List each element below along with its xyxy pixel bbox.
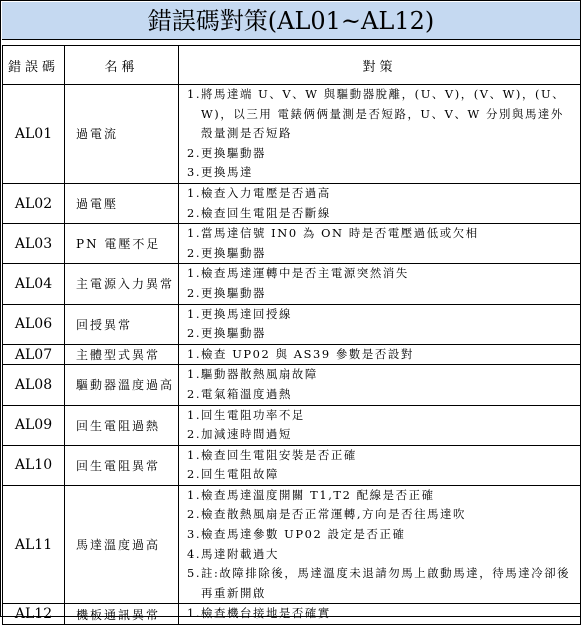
action-item-text: 電氣箱溫度過熱: [201, 386, 292, 401]
action-item-number: 1.: [187, 87, 202, 101]
action-item-text: 更換驅動器: [201, 245, 266, 260]
action-cell: [179, 85, 581, 184]
action-item-number: 4.: [187, 546, 202, 561]
action-item: [187, 204, 576, 224]
action-item: [187, 406, 576, 426]
error-name-cell: 驅動器溫度過高: [65, 365, 179, 405]
action-item-text: 加減速時間過短: [201, 427, 292, 442]
action-item: [187, 465, 576, 485]
action-item-number: 2.: [187, 205, 202, 220]
action-item-number: 2.: [187, 507, 202, 522]
action-item-text: 更換馬達: [201, 165, 253, 180]
error-name-cell: 過電流: [65, 85, 179, 184]
action-cell: [179, 365, 581, 405]
action-item-number: 1.: [187, 226, 202, 241]
action-item-text: 檢查機台接地是否確實: [201, 606, 331, 621]
action-item-number: 1.: [187, 306, 202, 321]
error-name-cell: 回授異常: [65, 304, 179, 344]
action-item-number: 1.: [187, 185, 202, 200]
error-code-table: [2, 45, 581, 625]
action-item-text: 檢查馬達運轉中是否主電源突然消失: [201, 266, 409, 281]
action-item-number: 5.: [187, 566, 202, 581]
error-code-cell: AL11: [3, 485, 65, 604]
action-item-number: 1.: [187, 407, 202, 422]
action-item-text: 當馬達信號 IN0 為 ON 時是否電壓過低或欠相: [201, 226, 479, 241]
header-row: [3, 46, 581, 85]
error-code-cell: AL02: [3, 183, 65, 223]
error-code-cell: AL06: [3, 304, 65, 344]
action-item-text: 驅動器散熱風扇故障: [201, 367, 318, 382]
action-item: [187, 365, 576, 385]
action-item: [187, 163, 576, 183]
action-item: [187, 486, 576, 506]
action-cell: [179, 183, 581, 223]
action-item-number: 1.: [187, 447, 202, 462]
table-row: [3, 224, 581, 264]
action-item-number: 2.: [187, 467, 202, 482]
table-row: [3, 344, 581, 365]
action-item: [187, 244, 576, 264]
action-item: [187, 525, 576, 545]
table-row: [3, 445, 581, 485]
table-row: [3, 485, 581, 604]
error-name-cell: 馬達溫度過高: [65, 485, 179, 604]
action-item-text: 回生電阻故障: [201, 467, 279, 482]
header-action: 對策: [179, 46, 581, 85]
action-item-text: 馬達附載過大: [201, 546, 279, 561]
error-code-cell: AL10: [3, 445, 65, 485]
action-item-text: 檢查馬達參數 UP02 設定是否正確: [201, 527, 406, 542]
action-item-number: 2.: [187, 386, 202, 401]
table-row: [3, 183, 581, 223]
header-name: 名稱: [65, 46, 179, 85]
table-row: [3, 304, 581, 344]
action-cell: [179, 485, 581, 604]
action-item-number: 1.: [187, 487, 202, 502]
action-item: [187, 545, 576, 565]
action-item: [187, 385, 576, 405]
action-item: [187, 446, 576, 466]
error-code-cell: AL08: [3, 365, 65, 405]
action-item-text: 檢查回生電阻是否斷線: [201, 205, 331, 220]
error-name-cell: 回生電阻異常: [65, 445, 179, 485]
action-item: [187, 505, 576, 525]
action-item-text: 回生電阻功率不足: [201, 407, 305, 422]
action-item-number: 2.: [187, 326, 202, 341]
action-item: [187, 224, 576, 244]
action-item-number: 2.: [187, 145, 202, 160]
action-item-number: 3.: [187, 527, 202, 542]
action-item-text: 檢查馬達溫度開關 T1,T2 配線是否正確: [201, 487, 435, 502]
error-name-cell: PN 電壓不足: [65, 224, 179, 264]
header-code: 錯誤碼: [3, 46, 65, 85]
error-code-cell: AL09: [3, 405, 65, 445]
error-name-cell: 主體型式異常: [65, 344, 179, 365]
action-item: [187, 284, 576, 304]
action-cell: [179, 224, 581, 264]
action-item-text: 檢查 UP02 與 AS39 參數是否設對: [201, 346, 414, 361]
action-item-number: 3.: [187, 165, 202, 180]
action-item: [187, 264, 576, 284]
action-cell: [179, 405, 581, 445]
error-code-cell: AL01: [3, 85, 65, 184]
table-row: [3, 365, 581, 405]
action-cell: [179, 264, 581, 304]
action-item-text: 檢查散熱風扇是否正常運轉,方向是否往馬達吹: [201, 507, 467, 522]
action-item-text: 檢查入力電壓是否過高: [201, 185, 331, 200]
action-cell: [179, 304, 581, 344]
page-title: 錯誤碼對策(AL01~AL12): [2, 2, 580, 40]
error-code-cell: AL12: [3, 604, 65, 625]
table-row: [3, 604, 581, 625]
action-item-number: 1.: [187, 346, 202, 361]
action-item-number: 1.: [187, 266, 202, 281]
action-item: [187, 425, 576, 445]
action-item-text: 更換驅動器: [201, 285, 266, 300]
action-item: [187, 305, 576, 325]
action-item-number: 2.: [187, 285, 202, 300]
action-item-number: 2.: [187, 245, 202, 260]
error-code-cell: AL04: [3, 264, 65, 304]
action-item: [187, 144, 576, 164]
action-cell: [179, 604, 581, 625]
action-item: [187, 604, 576, 624]
error-name-cell: 回生電阻過熱: [65, 405, 179, 445]
action-cell: [179, 445, 581, 485]
action-item: [187, 324, 576, 344]
action-item-number: 1.: [187, 367, 202, 382]
table-row: [3, 405, 581, 445]
action-item: [187, 564, 576, 603]
error-name-cell: 過電壓: [65, 183, 179, 223]
action-cell: [179, 344, 581, 365]
action-item: [187, 345, 576, 365]
error-code-cell: AL03: [3, 224, 65, 264]
action-item-text: 註:故障排除後，馬達溫度未退請勿馬上啟動馬達，待馬達冷卻後再重新開啟: [201, 566, 571, 600]
action-item-text: 更換驅動器: [201, 326, 266, 341]
action-item: [187, 184, 576, 204]
action-item: [187, 85, 576, 144]
error-name-cell: 機板通訊異常: [65, 604, 179, 625]
action-item-text: 更換馬達回授線: [201, 306, 292, 321]
table-row: [3, 264, 581, 304]
action-item-text: 將馬達端 U、V、W 與驅動器脫離，(U、V)，(V、W)，(U、W)，以三用 電錶俩俩量測是否短路，U、V、W 分別與馬達外殼量測是否短路: [201, 87, 566, 141]
error-code-cell: AL07: [3, 344, 65, 365]
action-item-number: 1.: [187, 606, 202, 621]
action-item-text: 更換驅動器: [201, 145, 266, 160]
action-item-text: 檢查回生電阻安裝是否正確: [201, 447, 357, 462]
error-name-cell: 主電源入力異常: [65, 264, 179, 304]
action-item-number: 2.: [187, 427, 202, 442]
table-row: [3, 85, 581, 184]
